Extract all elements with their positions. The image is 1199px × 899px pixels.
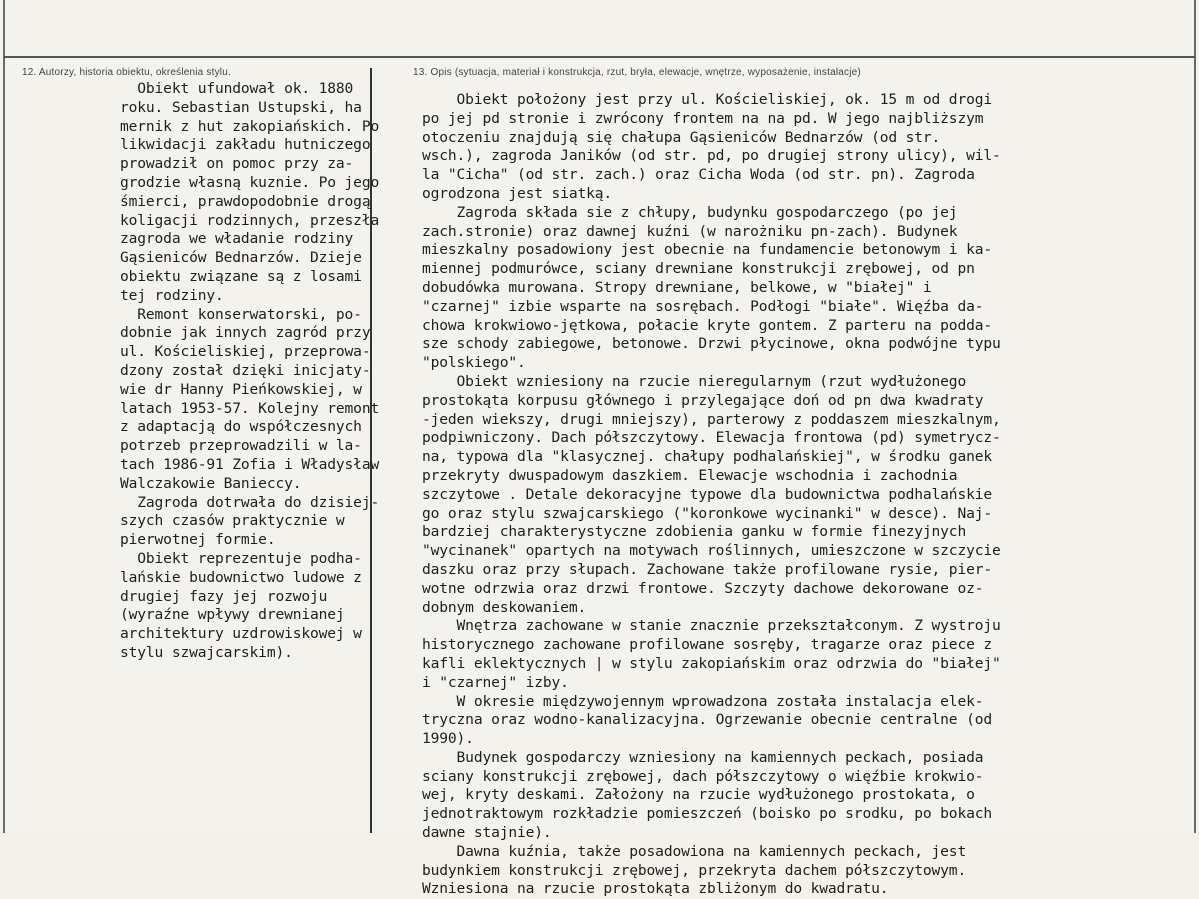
description-text-line: Zagroda składa sie z chłupy, budynku gospodarczego (po jej bbox=[422, 203, 958, 221]
card-left-edge bbox=[3, 0, 5, 833]
description-text-line: i "czarnej" izby. bbox=[422, 673, 569, 691]
history-text-line: dobnie jak innych zagród przy bbox=[120, 324, 371, 342]
description-text-line: szczytowe . Detale dekoracyjne typowe dla budownictwa podhalańskie bbox=[422, 485, 992, 503]
description-text-line: Budynek gospodarczy wzniesiony na kamiennych peckach, posiada bbox=[422, 748, 984, 766]
description-text-line: 1990). bbox=[422, 730, 474, 748]
description-text-line: dawne stajnie). bbox=[422, 824, 552, 842]
history-text-line: wie dr Hanny Pieńkowskiej, w bbox=[120, 380, 362, 398]
history-text-line: stylu szwajcarskim). bbox=[120, 643, 293, 661]
history-text-line: ul. Kościeliskiej, przeprowa- bbox=[120, 343, 371, 361]
description-text-line: la "Cicha" (od str. zach.) oraz Cicha Woda (od str. pn). Zagroda bbox=[422, 166, 975, 184]
history-text-line: szych czasów praktycznie w bbox=[120, 512, 345, 530]
description-text-line: miennej podmurówce, sciany drewniane konstrukcji zrębowej, od pn bbox=[422, 260, 975, 278]
history-text-line: tach 1986-91 Zofia i Władysław bbox=[120, 455, 380, 473]
history-text-line: architektury uzdrowiskowej w bbox=[120, 625, 362, 643]
description-text-line: ogrodzona jest siatką. bbox=[422, 184, 612, 202]
history-text-line: pierwotnej formie. bbox=[120, 531, 276, 549]
description-text-line: mieszkalny posadowiony jest obecnie na fundamencie betonowym i ka- bbox=[422, 241, 992, 259]
description-text-line: dobudówka murowana. Stropy drewniane, belkowe, w "białej" i bbox=[422, 278, 932, 296]
description-text-line: -jeden wiekszy, drugi mniejszy), parterowy z poddaszem mieszkalnym, bbox=[422, 410, 1001, 428]
description-text-line: wsch.), zagroda Janików (od str. pd, po drugiej strony ulicy), wil- bbox=[422, 147, 1001, 165]
history-text-line: latach 1953-57. Kolejny remont bbox=[120, 399, 380, 417]
history-text-line: Walczakowie Banieccy. bbox=[120, 474, 302, 492]
section-13-heading: 13. Opis (sytuacja, materiał i konstrukcja, rzut, bryła, elewacje, wnętrze, wyposażenie, instalacje) bbox=[413, 67, 861, 78]
description-text-line: po jej pd stronie i zwrócony frontem na na pd. W jego najbliższym bbox=[422, 109, 984, 127]
description-text-line: kafli eklektycznych | w stylu zakopiańskim oraz odrzwia do "białej" bbox=[422, 654, 1001, 672]
section-12-heading: 12. Autorzy, historia obiektu, określenia stylu. bbox=[22, 67, 231, 78]
history-text-line: dzony został dzięki inicjaty- bbox=[120, 361, 371, 379]
history-text-line: Gąsieniców Bednarzów. Dzieje bbox=[120, 249, 362, 267]
history-text-line: Zagroda dotrwała do dzisiej- bbox=[120, 493, 380, 511]
history-text-column bbox=[120, 80, 379, 663]
description-text-line: sciany konstrukcji zrębowej, dach półszczytowy o więźbie krokwio- bbox=[422, 767, 984, 785]
history-text-line: Obiekt ufundował ok. 1880 bbox=[120, 80, 354, 97]
description-text-column bbox=[422, 91, 1001, 899]
history-text-line: Remont konserwatorski, po- bbox=[120, 305, 362, 323]
description-text-line: tryczna oraz wodno-kanalizacyjna. Ogrzewanie obecnie centralne (od bbox=[422, 711, 992, 729]
description-text-line: "polskiego". bbox=[422, 354, 526, 372]
history-text-line: drugiej fazy jej rozwoju bbox=[120, 587, 328, 605]
description-text-line: na, typowa dla "klasycznej. chałupy podhalańskiej", w środku ganek bbox=[422, 448, 992, 466]
description-text-line: dobnym deskowaniem. bbox=[422, 598, 587, 616]
description-text-line: go oraz stylu szwajcarskiego ("koronkowe wycinanki" w desce). Naj- bbox=[422, 504, 992, 522]
description-text-line: budynkiem konstrukcji zrębowej, przekryta dachem półszczytowym. bbox=[422, 861, 967, 879]
description-text-line: Obiekt położony jest przy ul. Kościeliskiej, ok. 15 m od drogi bbox=[422, 91, 992, 108]
history-text-line: koligacji rodzinnych, przeszła bbox=[120, 211, 380, 229]
history-text-line: grodzie własną kuznie. Po jego bbox=[120, 173, 380, 191]
description-text-line: zach.stronie) oraz dawnej kuźni (w narożniku pn-zach). Budynek bbox=[422, 222, 958, 240]
description-text-line: otoczeniu znajdują się chałupa Gąsieniców Bednarzów (od str. bbox=[422, 128, 941, 146]
description-text-line: wej, kryty deskami. Założony na rzucie wydłużonego prostokata, o bbox=[422, 786, 975, 804]
description-text-line: chowa krokwiowo-jętkowa, połacie kryte gontem. Z parteru na podda- bbox=[422, 316, 992, 334]
description-text-line: "czarnej" izbie wsparte na sosrębach. Podłogi "białe". Więźba da- bbox=[422, 297, 984, 315]
description-text-line: Obiekt wzniesiony na rzucie nieregularnym (rzut wydłużonego bbox=[422, 372, 967, 390]
description-text-line: Wzniesiona na rzucie prostokąta zbliżonym do kwadratu. bbox=[422, 880, 889, 898]
history-text-line: Obiekt reprezentuje podha- bbox=[120, 549, 362, 567]
history-text-line: z adaptacją do współczesnych bbox=[120, 418, 362, 436]
description-text-line: "wycinanek" opartych na motywach roślinnych, umieszczone w szczycie bbox=[422, 542, 1001, 560]
history-text-line: potrzeb przeprowadzili w la- bbox=[120, 437, 362, 455]
description-text-line: historycznego zachowane profilowane sosręby, tragarze oraz piece z bbox=[422, 636, 992, 654]
history-text-line: tej rodziny. bbox=[120, 286, 224, 304]
history-text-line: zagroda we władanie rodziny bbox=[120, 230, 354, 248]
description-text-line: jednotraktowym rozkładzie pomieszczeń (boisko po srodku, po bokach bbox=[422, 805, 992, 823]
history-text-line: lańskie budownictwo ludowe z bbox=[120, 568, 362, 586]
description-text-line: wotne odrzwia oraz drzwi frontowe. Szczyty dachowe dekorowane oz- bbox=[422, 579, 984, 597]
history-text-line: mernik z hut zakopiańskich. Po bbox=[120, 117, 380, 135]
card-right-edge bbox=[1194, 0, 1196, 833]
history-text-line: likwidacji zakładu hutniczego bbox=[120, 136, 371, 154]
history-text-line: śmierci, prawdopodobnie drogą bbox=[120, 192, 371, 210]
history-text-line: roku. Sebastian Ustupski, ha bbox=[120, 98, 362, 116]
description-text-line: podpiwniczony. Dach półszczytowy. Elewacja frontowa (pd) symetrycz- bbox=[422, 429, 1001, 447]
history-text-line: obiektu związane są z losami bbox=[120, 267, 362, 285]
description-text-line: przekryty dwuspadowym daszkiem. Elewacje wschodnia i zachodnia bbox=[422, 466, 958, 484]
description-text-line: prostokąta korpusu głównego i przylegające doń od pn dwa kwadraty bbox=[422, 391, 984, 409]
description-text-line: Dawna kuźnia, także posadowiona na kamiennych peckach, jest bbox=[422, 842, 967, 860]
description-text-line: W okresie międzywojennym wprowadzona została instalacja elek- bbox=[422, 692, 984, 710]
history-text-line: prowadził on pomoc przy za- bbox=[120, 155, 354, 173]
history-text-line: (wyraźne wpływy drewnianej bbox=[120, 606, 345, 624]
description-text-line: sze schody zabiegowe, betonowe. Drzwi płycinowe, okna podwójne typu bbox=[422, 335, 1001, 353]
description-text-line: daszku oraz przy słupach. Zachowane także profilowane rysie, pier- bbox=[422, 560, 992, 578]
header-rule bbox=[4, 56, 1195, 58]
description-text-line: bardziej charakterystyczne zdobienia ganku w formie finezyjnych bbox=[422, 523, 967, 541]
description-text-line: Wnętrza zachowane w stanie znacznie przekształconym. Z wystroju bbox=[422, 617, 1001, 635]
